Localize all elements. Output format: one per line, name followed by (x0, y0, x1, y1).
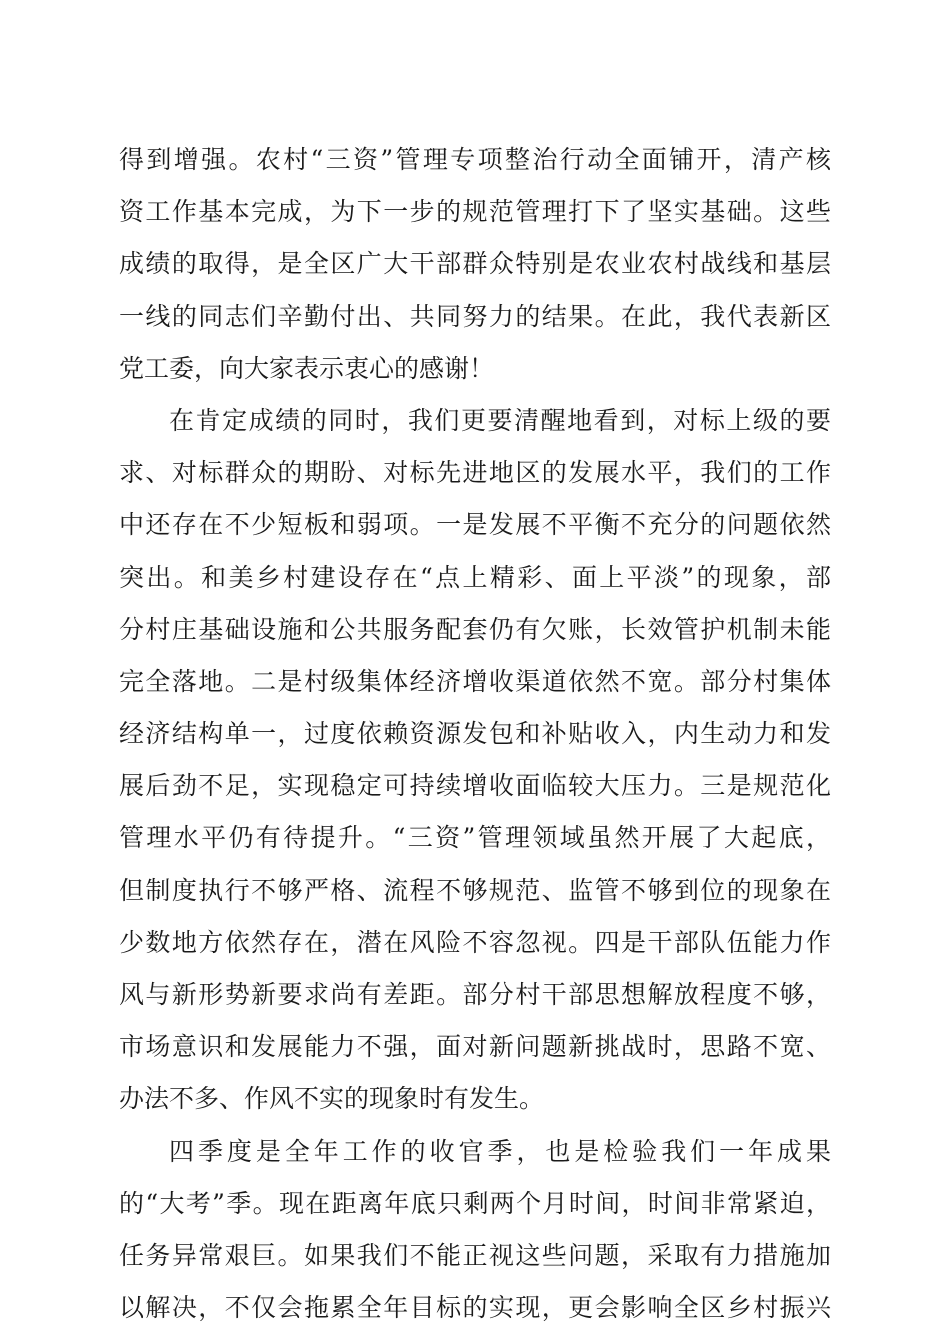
text-line: 得到增强。农村“三资”管理专项整治行动全面铺开，清产核 (119, 145, 831, 174)
text-line: 四季度是全年工作的收官季，也是检验我们一年成果 (169, 1136, 831, 1166)
text-line: 风与新形势新要求尚有差距。部分村干部思想解放程度不够， (119, 980, 831, 1009)
text-line: 一线的同志们辛勤付出、共同努力的结果。在此，我代表新区 (119, 301, 831, 331)
text-line: 求、对标群众的期盼、对标先进地区的发展水平，我们的工作 (119, 458, 831, 488)
text-line: 党工委，向大家表示衷心的感谢！ (119, 353, 495, 383)
text-line: 分村庄基础设施和公共服务配套仍有欠账，长效管护机制未能 (119, 614, 831, 644)
text-line: 的“大考”季。现在距离年底只剩两个月时间，时间非常紧迫， (119, 1188, 831, 1218)
text-line: 成绩的取得，是全区广大干部群众特别是农业农村战线和基层 (119, 249, 831, 279)
paragraph-3 (119, 1126, 831, 1335)
body-text (119, 134, 831, 1334)
text-line: 任务异常艰巨。如果我们不能正视这些问题，采取有力措施加 (119, 1240, 831, 1270)
text-line: 以解决，不仅会拖累全年目标的实现，更会影响全区乡村振兴 (119, 1293, 831, 1323)
paragraph-2 (119, 395, 831, 1126)
text-line: 经济结构单一，过度依赖资源发包和补贴收入，内生动力和发 (119, 719, 831, 749)
text-line: 突出。和美乡村建设存在“点上精彩、面上平淡”的现象，部 (119, 562, 831, 592)
text-line: 办法不多、作风不实的现象时有发生。 (119, 1084, 545, 1114)
text-line: 少数地方依然存在，潜在风险不容忽视。四是干部队伍能力作 (119, 927, 831, 957)
text-line: 在肯定成绩的同时，我们更要清醒地看到，对标上级的要 (169, 405, 831, 435)
text-line: 展后劲不足，实现稳定可持续增收面临较大压力。三是规范化 (119, 771, 831, 801)
text-line: 中还存在不少短板和弱项。一是发展不平衡不充分的问题依然 (119, 510, 831, 540)
text-line: 但制度执行不够严格、流程不够规范、监管不够到位的现象在 (119, 875, 831, 905)
text-line: 资工作基本完成，为下一步的规范管理打下了坚实基础。这些 (119, 197, 831, 227)
text-line: 市场意识和发展能力不强，面对新问题新挑战时，思路不宽、 (119, 1032, 831, 1062)
text-line: 管理水平仍有待提升。“三资”管理领域虽然开展了大起底， (119, 823, 831, 853)
text-line: 完全落地。二是村级集体经济增收渠道依然不宽。部分村集体 (119, 666, 831, 696)
paragraph-1 (119, 134, 831, 395)
